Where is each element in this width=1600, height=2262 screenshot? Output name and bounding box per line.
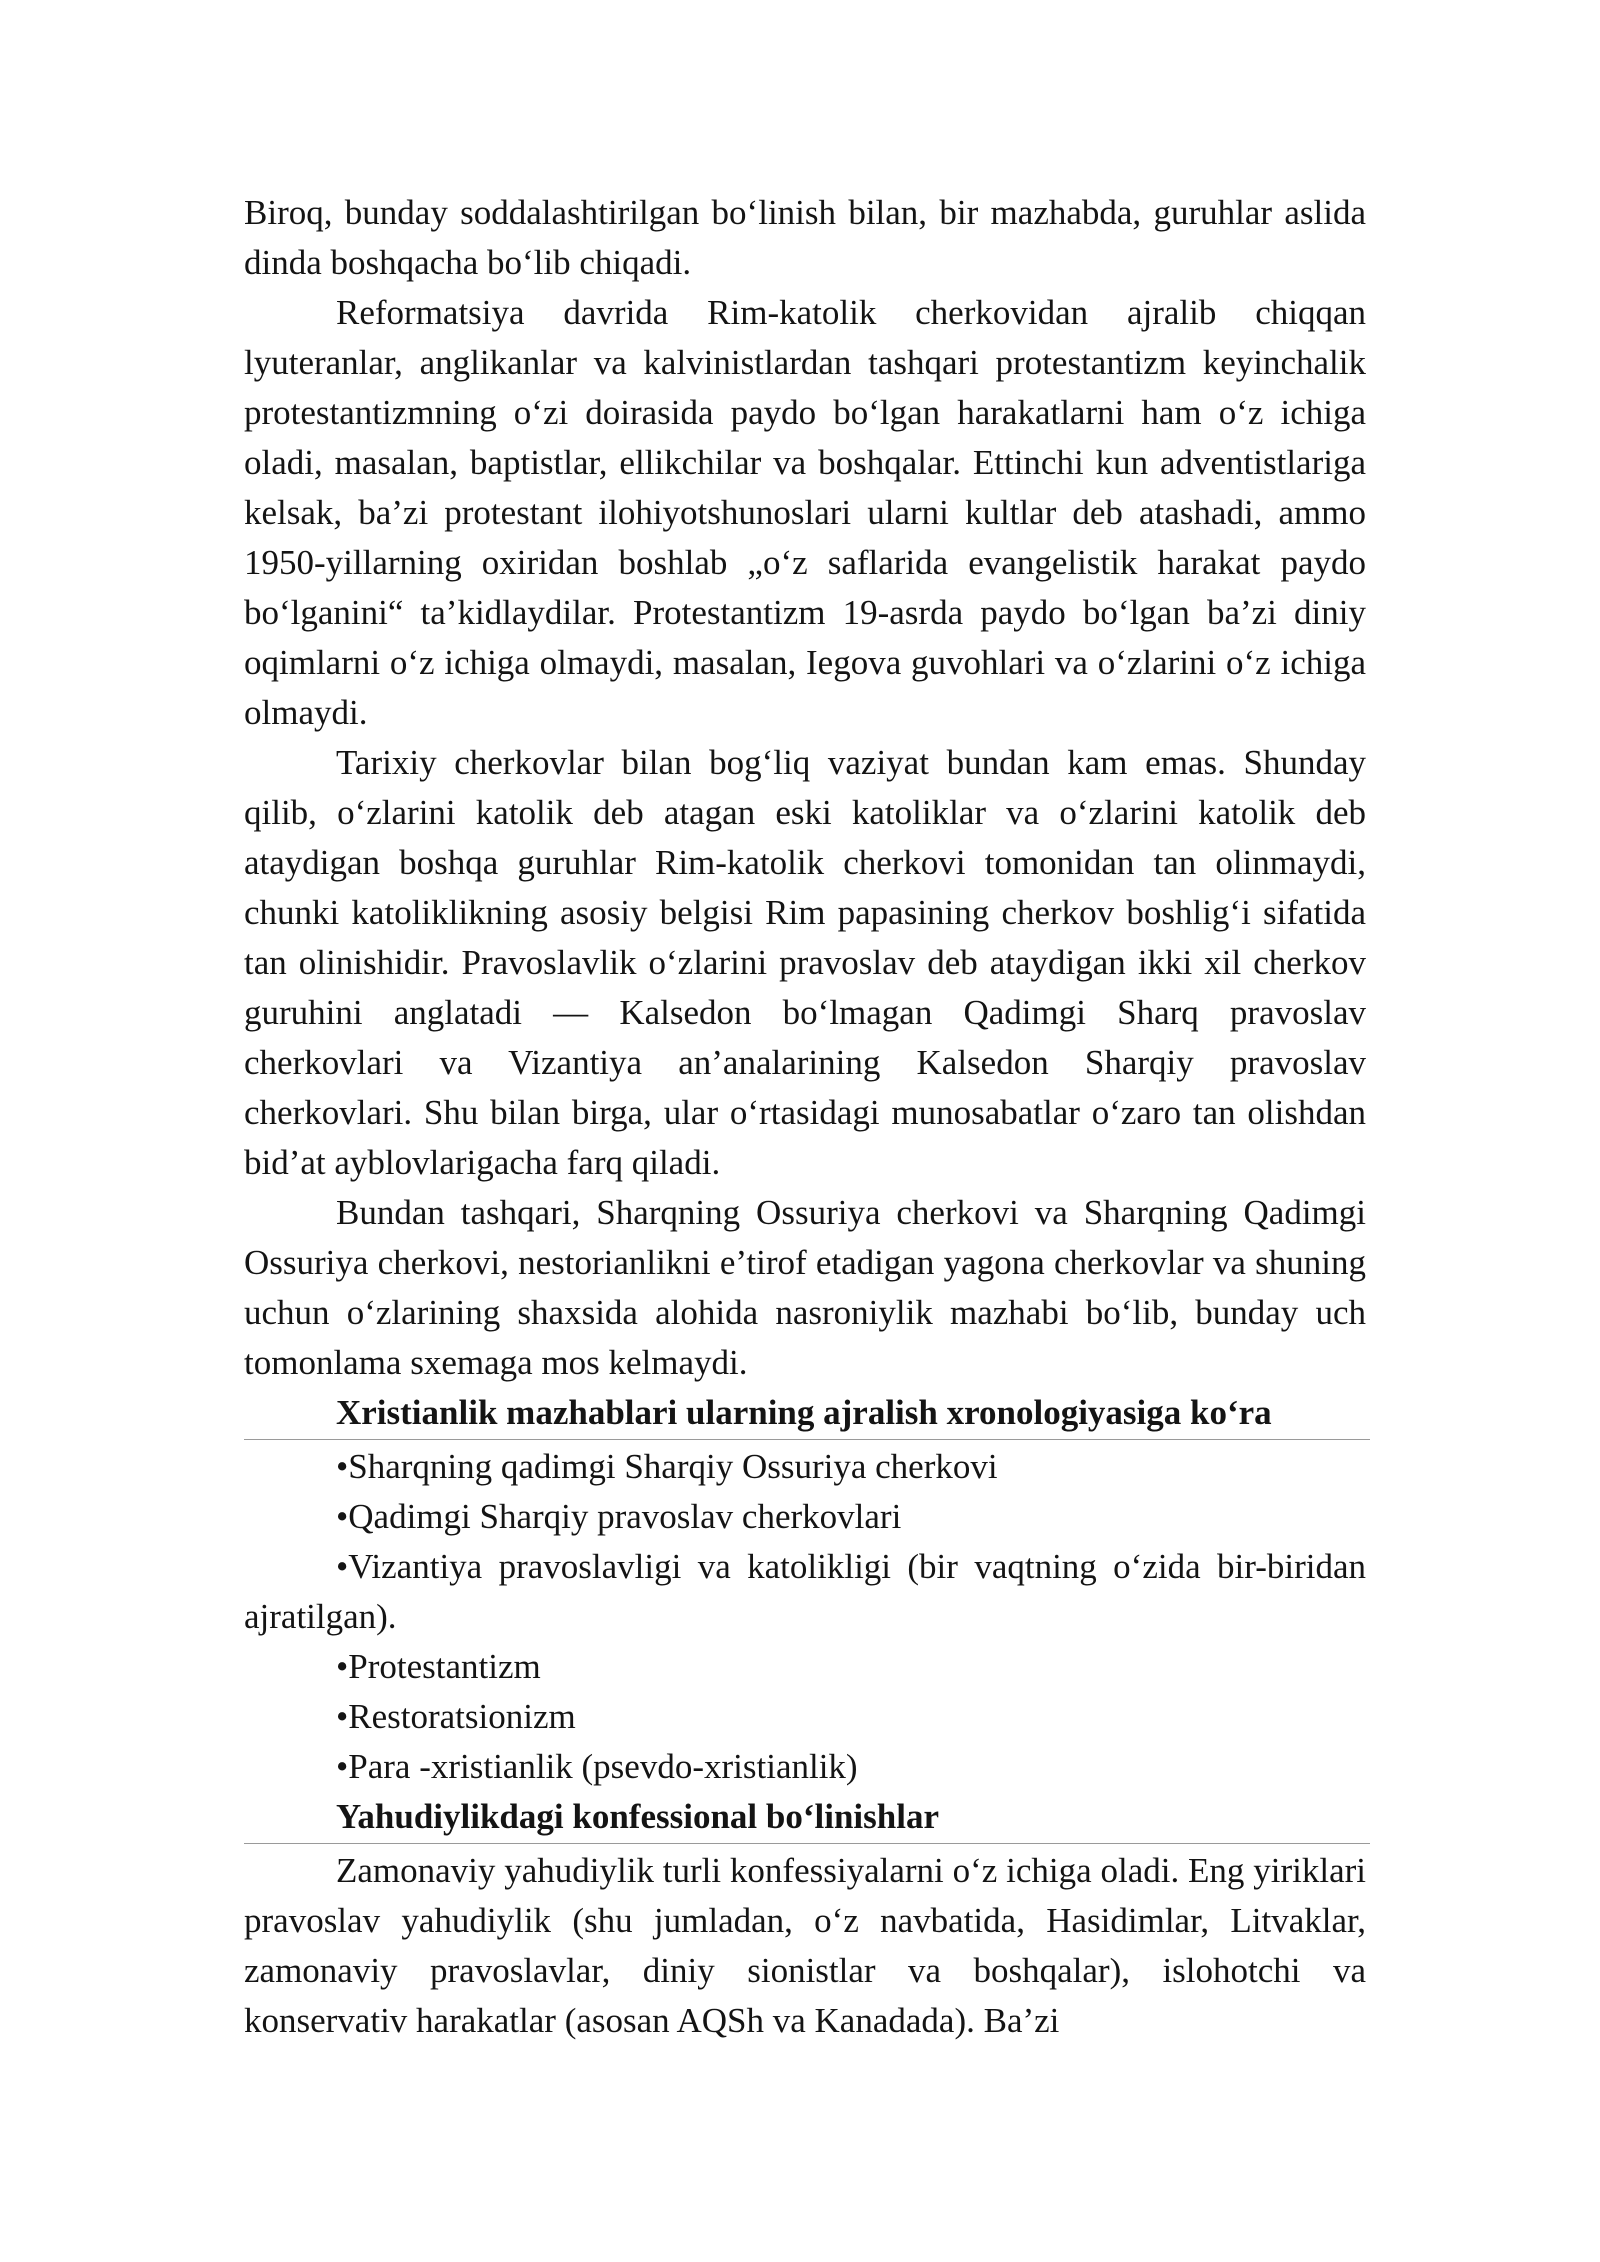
paragraph-4: Bundan tashqari, Sharqning Ossuriya cherkovi va Sharqning Qadimgi Ossuriya cherkovi, nestorianlikni e’tirof etadigan yagona cherkovlar va shuning uchun o‘zlarining shaxsida alohida nasroniylik mazhabi bo‘lib, bunday uch tomonlama sxemaga mos kelmaydi.: [244, 1193, 1366, 1382]
paragraph-5: Zamonaviy yahudiylik turli konfessiyalarni o‘z ichiga oladi. Eng yiriklari pravoslav yahudiylik (shu jumladan, o‘z navbatida, Hasidimlar, Litvaklar, zamonaviy pravoslavlar, diniy sionistlar va boshqalar), islohotchi va konservativ harakatlar (asosan AQSh va Kanadada). Ba’zi: [244, 1851, 1366, 2040]
paragraph-2: Reformatsiya davrida Rim-katolik cherkovidan ajralib chiqqan lyuteranlar, anglikanlar va kalvinistlardan tashqari protestantizm keyinchalik protestantizmning o‘zi doirasida paydo bo‘lgan harakatlarni ham o‘z ichiga oladi, masalan, baptistlar, ellikchilar va boshqalar. Ettinchi kun adventistlariga kelsak, ba’zi protestant ilohiyotshunoslari ularni kultlar deb atashadi, ammo 1950-yillarning oxiridan boshlab „o‘z saflarida evangelistik harakat paydo bo‘lganini“ ta’kidlaydilar. Protestantizm 19-asrda paydo bo‘lgan ba’zi diniy oqimlarni o‘z ichiga olmaydi, masalan, Iegova guvohlari va o‘zlarini o‘z ichiga olmaydi.: [244, 293, 1366, 732]
paragraph-3: Tarixiy cherkovlar bilan bog‘liq vaziyat bundan kam emas. Shunday qilib, o‘zlarini katolik deb atagan eski katoliklar va o‘zlarini katolik deb ataydigan boshqa guruhlar Rim-katolik cherkovi tomonidan tan olinmaydi, chunki katoliklikning asosiy belgisi Rim papasining cherkov boshlig‘i sifatida tan olinishidir. Pravoslavlik o‘zlarini pravoslav deb ataydigan ikki xil cherkov guruhini anglatadi — Kalsedon bo‘lmagan Qadimgi Sharq pravoslav cherkovlari va Vizantiya an’analarining Kalsedon Sharqiy pravoslav cherkovlari. Shu bilan birga, ular o‘rtasidagi munosabatlar o‘zaro tan olishdan bid’at ayblovlarigacha farq qiladi.: [244, 743, 1366, 1182]
list-item: •Protestantizm: [336, 1647, 541, 1686]
heading-divider: [244, 1843, 1370, 1844]
list-item: •Sharqning qadimgi Sharqiy Ossuriya cherkovi: [336, 1447, 998, 1486]
heading-divider: [244, 1439, 1370, 1440]
list-item: •Para -xristianlik (psevdo-xristianlik): [336, 1747, 858, 1786]
list-item: •Restoratsionizm: [336, 1697, 576, 1736]
paragraph-1: Biroq, bunday soddalashtirilgan bo‘linish bilan, bir mazhabda, guruhlar aslida dinda boshqacha bo‘lib chiqadi.: [244, 193, 1366, 282]
list-item: •Vizantiya pravoslavligi va katolikligi (bir vaqtning o‘zida bir-biridan ajratilgan).: [244, 1547, 1366, 1636]
section-heading-judaism: Yahudiylikdagi konfessional bo‘linishlar: [336, 1797, 939, 1836]
list-item: •Qadimgi Sharqiy pravoslav cherkovlari: [336, 1497, 902, 1536]
document-page: [244, 188, 1366, 2046]
section-heading-christian-denominations: Xristianlik mazhablari ularning ajralish xronologiyasiga ko‘ra: [336, 1393, 1272, 1432]
